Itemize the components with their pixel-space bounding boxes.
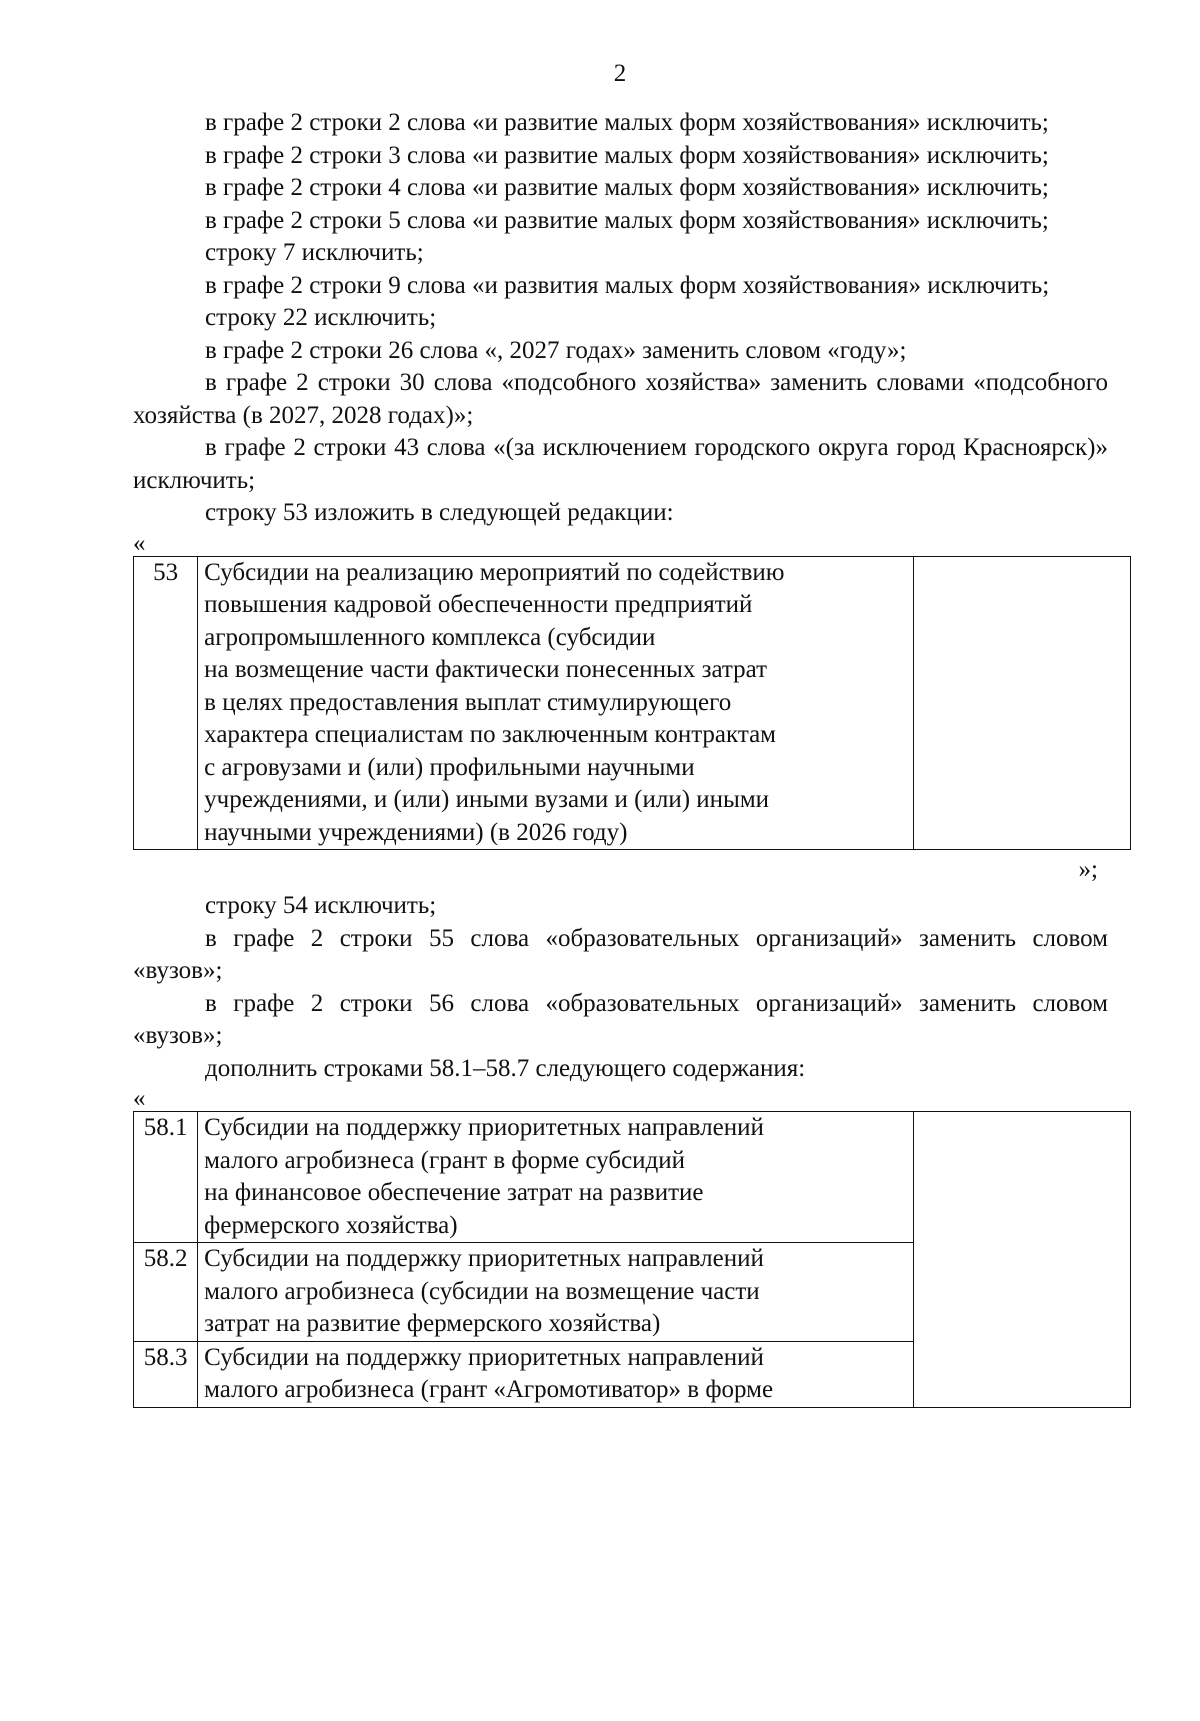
page-number: 2: [613, 60, 627, 87]
amendment-paragraph: дополнить строками 58.1–58.7 следующего содержания:: [205, 1054, 806, 1082]
document-body: [133, 107, 1108, 1408]
row-description: [198, 1112, 914, 1243]
amendment-paragraph: строку 22 исключить;: [205, 304, 437, 331]
amendment-paragraph: в графе 2 строки 26 слова «, 2027 годах» заменить словом «году»;: [205, 336, 907, 364]
amendment-paragraph: в графе 2 строки 30 слова «подсобного хозяйства» заменить словами «подсобного хозяйства (в 2027, 2028 годах)»;: [133, 369, 1108, 429]
row-empty-cell: [914, 1112, 1131, 1408]
row-number: 58.2: [134, 1243, 198, 1342]
cell-line: Субсидии на поддержку приоритетных направлений: [204, 1114, 764, 1141]
closing-quote: »;: [1078, 856, 1098, 883]
cell-line: характера специалистам по заключенным контрактам: [204, 721, 776, 748]
amendments-list-top: [133, 107, 1108, 530]
amendment-paragraph: в графе 2 строки 3 слова «и развитие малых форм хозяйствования» исключить;: [205, 141, 1049, 169]
cell-line: повышения кадровой обеспеченности предприятий: [204, 591, 753, 618]
cell-line: фермерского хозяйства): [204, 1211, 458, 1239]
amendments-list-middle: [133, 890, 1108, 1085]
cell-line: малого агробизнеса (грант «Агромотиватор» в форме: [204, 1376, 774, 1403]
table-row-53: [133, 556, 1131, 851]
cell-line: Субсидии на поддержку приоритетных направлений: [204, 1245, 764, 1272]
cell-line: на возмещение части фактически понесенных затрат: [204, 656, 768, 683]
cell-line: в целях предоставления выплат стимулирующего: [204, 688, 732, 716]
amendment-paragraph: в графе 2 строки 56 слова «образовательных организаций» заменить словом «вузов»;: [133, 989, 1108, 1049]
cell-line: с агровузами и (или) профильными научными: [204, 753, 695, 781]
opening-quote: «: [133, 529, 146, 557]
cell-line: Субсидии на поддержку приоритетных направлений: [204, 1343, 764, 1371]
cell-line: на финансовое обеспечение затрат на развитие: [204, 1179, 704, 1206]
amendment-paragraph: строку 54 исключить;: [205, 892, 437, 919]
row-description: [198, 1243, 914, 1342]
cell-line: малого агробизнеса (субсидии на возмещение части: [204, 1277, 760, 1305]
amendment-paragraph: в графе 2 строки 5 слова «и развитие малых форм хозяйствования» исключить;: [205, 206, 1049, 234]
amendment-paragraph: в графе 2 строки 43 слова «(за исключением городского округа город Красноярск)» исключить;: [133, 434, 1108, 494]
cell-line: Субсидии на реализацию мероприятий по содействию: [204, 558, 785, 586]
cell-line: учреждениями, и (или) иными вузами и (или) иными: [204, 786, 770, 813]
cell-line: затрат на развитие фермерского хозяйства): [204, 1310, 661, 1337]
cell-line: научными учреждениями) (в 2026 году): [204, 818, 628, 846]
table-row: [134, 1112, 1131, 1243]
amendment-paragraph: в графе 2 строки 4 слова «и развитие малых форм хозяйствования» исключить;: [205, 174, 1049, 201]
amendment-paragraph: строку 53 изложить в следующей редакции:: [205, 499, 674, 526]
amendment-paragraph: в графе 2 строки 9 слова «и развития малых форм хозяйствования» исключить;: [205, 271, 1050, 299]
table-rows-58: [133, 1111, 1131, 1408]
row-number: 53: [134, 556, 198, 850]
cell-line: малого агробизнеса (грант в форме субсидий: [204, 1146, 686, 1174]
amendment-paragraph: строку 7 исключить;: [205, 239, 424, 266]
row-description: [198, 556, 914, 850]
row-number: 58.3: [134, 1341, 198, 1407]
row-description: [198, 1341, 914, 1407]
opening-quote-2: «: [133, 1085, 146, 1112]
amendment-paragraph: в графе 2 строки 55 слова «образовательных организаций» заменить словом «вузов»;: [133, 924, 1108, 984]
cell-line: агропромышленного комплекса (субсидии: [204, 623, 656, 651]
row-number: 58.1: [134, 1112, 198, 1243]
row-empty-cell: [914, 556, 1131, 850]
amendment-paragraph: в графе 2 строки 2 слова «и развитие малых форм хозяйствования» исключить;: [205, 109, 1049, 136]
